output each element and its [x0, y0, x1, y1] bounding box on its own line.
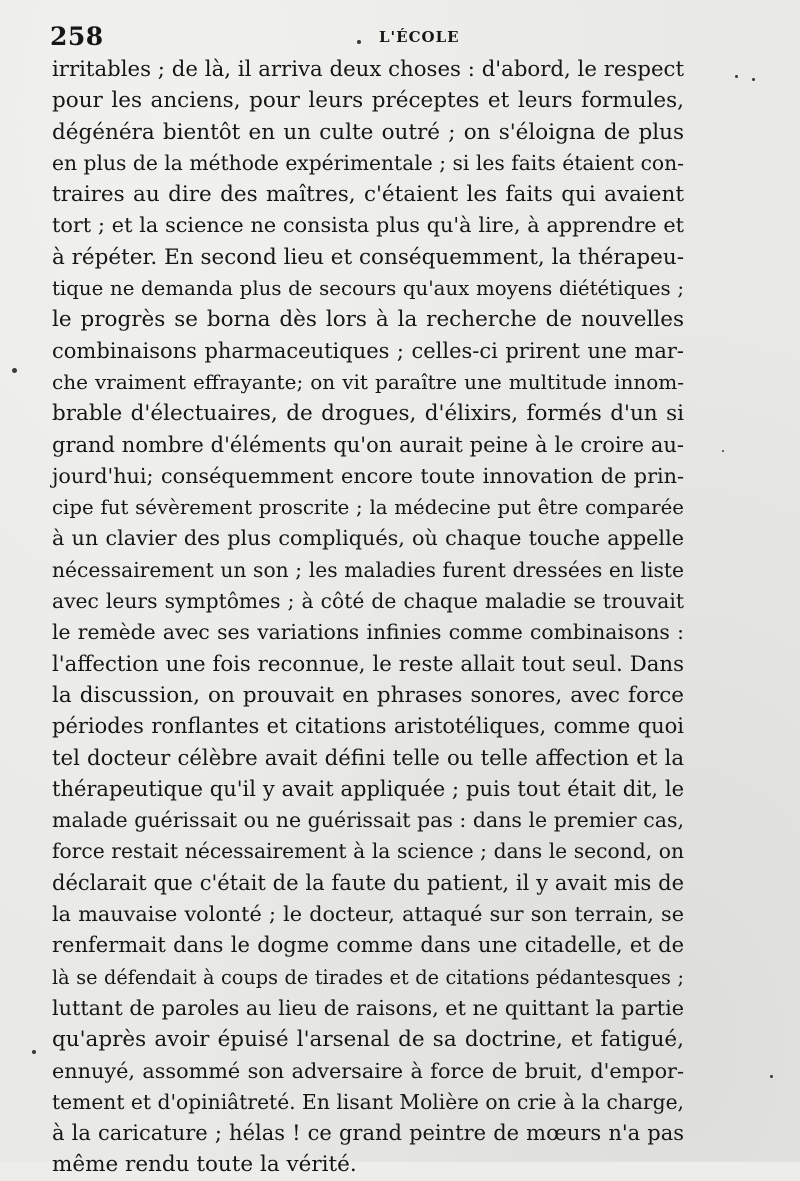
text-line: tort ; et la science ne consista plus qu'à lire, à apprendre et: [52, 213, 684, 238]
text-line: la discussion, on prouvait en phrases sonores, avec force: [52, 682, 684, 708]
text-line: le progrès se borna dès lors à la recherche de nouvelles: [52, 307, 684, 333]
text-line: même rendu toute la vérité.: [52, 1152, 357, 1178]
text-line: nécessairement un son ; les maladies furent dressées en liste: [52, 557, 684, 582]
text-line: périodes ronflantes et citations aristotéliques, comme quoi: [52, 714, 684, 739]
text-line: en plus de la méthode expérimentale ; si les faits étaient con-: [52, 150, 684, 175]
page-number: 258: [50, 22, 104, 51]
paper-speck: [752, 78, 755, 81]
text-line: à répéter. En second lieu et conséquemment, la thérapeu-: [52, 244, 685, 270]
text-line: à un clavier des plus compliqués, où chaque touche appelle: [52, 526, 684, 551]
paper-speck: [770, 1075, 773, 1078]
text-line: brable d'électuaires, de drogues, d'élixirs, formés d'un si: [52, 401, 684, 427]
running-head: L'ÉCOLE: [379, 28, 460, 46]
text-line: avec leurs symptômes ; à côté de chaque maladie se trouvait: [52, 589, 684, 614]
text-line: déclarait que c'était de la faute du patient, il y avait mis de: [52, 870, 684, 895]
text-line: irritables ; de là, il arriva deux choses : d'abord, le respect: [52, 57, 684, 82]
paper-speck: [32, 1050, 36, 1054]
body-text: [52, 54, 684, 1181]
text-line: combinaisons pharmaceutiques ; celles-ci prirent une mar-: [52, 338, 684, 363]
text-line: le remède avec ses variations infinies comme combinaisons :: [52, 620, 684, 645]
text-line: tement et d'opiniâtreté. En lisant Molière on crie à la charge,: [52, 1089, 684, 1114]
text-line: la mauvaise volonté ; le docteur, attaqué sur son terrain, se: [52, 902, 684, 927]
paper-speck: [12, 368, 17, 373]
text-line: qu'après avoir épuisé l'arsenal de sa doctrine, et fatigué,: [52, 1027, 684, 1053]
text-line: ennuyé, assommé son adversaire à force de bruit, d'empor-: [52, 1058, 684, 1083]
text-line: renfermait dans le dogme comme dans une citadelle, et de: [52, 933, 684, 958]
text-line: force restait nécessairement à la science ; dans le second, on: [52, 839, 684, 864]
text-line: là se défendait à coups de tirades et de citations pédantesques ;: [52, 965, 684, 989]
text-line: luttant de paroles au lieu de raisons, et ne quittant la partie: [52, 995, 684, 1020]
text-line: l'affection une fois reconnue, le reste allait tout seul. Dans: [52, 651, 684, 677]
text-line: pour les anciens, pour leurs préceptes et leurs formules,: [52, 88, 684, 114]
text-line: à la caricature ; hélas ! ce grand peintre de mœurs n'a pas: [52, 1121, 684, 1146]
text-line: che vraiment effrayante; on vit paraître une multitude innom-: [52, 369, 684, 394]
text-line: grand nombre d'éléments qu'on aurait peine à le croire au-: [52, 432, 684, 457]
paper-speck: [722, 450, 724, 452]
text-line: jourd'hui; conséquemment encore toute innovation de prin-: [52, 463, 684, 488]
text-line: traires au dire des maîtres, c'étaient les faits qui avaient: [52, 182, 684, 208]
text-line: tel docteur célèbre avait défini telle ou telle affection et la: [52, 745, 684, 771]
page-header: [50, 22, 690, 56]
text-line: tique ne demanda plus de secours qu'aux moyens diététiques ;: [52, 277, 684, 301]
text-line: cipe fut sévèrement proscrite ; la médecine put être comparée: [52, 496, 684, 520]
text-line: malade guérissait ou ne guérissait pas : dans le premier cas,: [52, 808, 684, 833]
paper-speck: [735, 75, 738, 78]
paper-speck: [357, 40, 361, 44]
text-line: thérapeutique qu'il y avait appliquée ; puis tout était dit, le: [52, 776, 684, 801]
text-line: dégénéra bientôt en un culte outré ; on s'éloigna de plus: [52, 119, 684, 145]
